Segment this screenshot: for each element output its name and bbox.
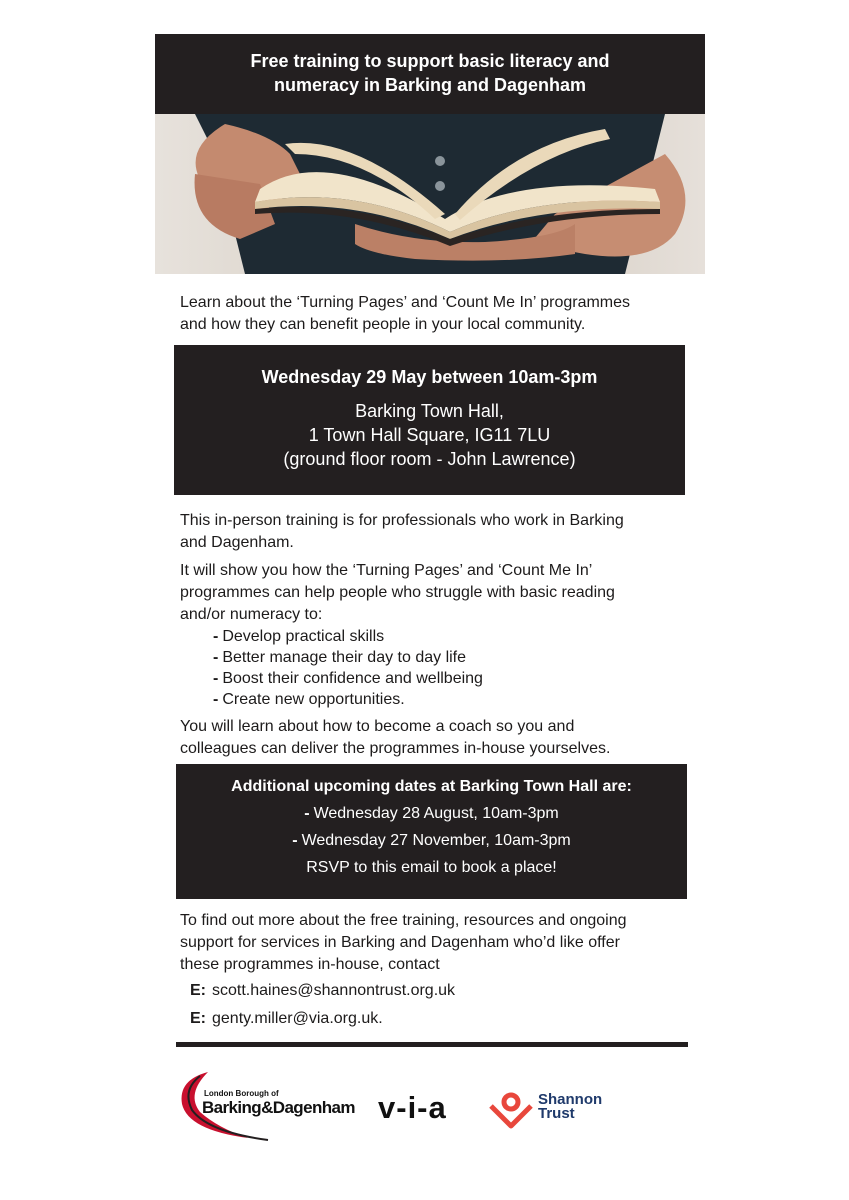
bullet-dash: - [213, 649, 219, 666]
bullet-dash: - [213, 691, 219, 708]
divider [176, 1042, 688, 1047]
event-date-box [174, 345, 685, 495]
additional-date-1 [176, 803, 687, 825]
title-line-2: numeracy in Barking and Dagenham [273, 75, 587, 95]
intro-line-2: and how they can benefit people in your local community. [180, 316, 586, 333]
venue-line-3: (ground floor room - John Lawrence) [283, 449, 576, 469]
more-info-line-1: To find out more about the free training, resources and ongoing [180, 912, 627, 929]
book-photo [155, 114, 705, 274]
additional-date-1-text: Wednesday 28 August, 10am-3pm [313, 805, 559, 822]
body-text [180, 510, 700, 766]
event-date: Wednesday 29 May between 10am-3pm [261, 367, 598, 387]
list-item-text: Develop practical skills [222, 628, 385, 645]
shannon-text-line-1: Shannon [538, 1091, 603, 1108]
list-item [213, 689, 700, 710]
coach-line-2: colleagues can deliver the programmes in-house yourselves. [180, 740, 611, 757]
more-info-line-3: these programmes in-house, contact [180, 956, 440, 973]
header-banner [155, 34, 705, 114]
bullet-dash: - [304, 805, 310, 822]
contact-email-link[interactable]: scott.haines@shannontrust.org.uk [212, 982, 456, 999]
list-item-text: Better manage their day to day life [222, 649, 467, 666]
shannon-trust-text [538, 1093, 602, 1121]
audience-line-1: This in-person training is for professionals who work in Barking [180, 512, 624, 529]
shannon-text-line-2: Trust [538, 1105, 575, 1122]
venue-line-2: 1 Town Hall Square, IG11 7LU [308, 425, 551, 445]
programme-line-2: programmes can help people who struggle with basic reading [180, 584, 615, 601]
more-info-line-2: support for services in Barking and Dagenham who’d like offer [180, 934, 620, 951]
audience-paragraph [180, 510, 700, 554]
list-item-text: Create new opportunities. [222, 691, 405, 708]
rsvp-text: RSVP to this email to book a place! [306, 859, 557, 876]
bullet-dash: - [213, 628, 219, 645]
programme-line-3: and/or numeracy to: [180, 606, 323, 623]
programme-line-1: It will show you how the ‘Turning Pages’ and ‘Count Me In’ [180, 562, 593, 579]
more-info-text [180, 910, 700, 976]
additional-dates-box [176, 764, 687, 899]
barking-dagenham-logo [178, 1070, 368, 1142]
contact-label: E: [190, 982, 206, 999]
shannon-trust-icon [487, 1090, 535, 1130]
bullet-dash: - [292, 832, 298, 849]
list-item [213, 647, 700, 668]
additional-date-2 [176, 830, 687, 852]
coach-line-1: You will learn about how to become a coach so you and [180, 718, 575, 735]
lbd-small-text: London Borough of [204, 1089, 279, 1098]
list-item-text: Boost their confidence and wellbeing [222, 670, 483, 687]
via-logo: v-i-a [378, 1090, 447, 1125]
contact-label: E: [190, 1010, 206, 1027]
intro-line-1: Learn about the ‘Turning Pages’ and ‘Count Me In’ programmes [180, 294, 631, 311]
list-item [213, 626, 700, 647]
audience-line-2: and Dagenham. [180, 534, 294, 551]
contact-email-link[interactable]: genty.miller@via.org.uk. [212, 1010, 383, 1027]
intro-text [180, 292, 700, 336]
benefits-list [213, 626, 700, 710]
bullet-dash: - [213, 670, 219, 687]
coach-paragraph [180, 716, 700, 760]
book-photo-illustration [155, 114, 705, 274]
contact-row [190, 1008, 383, 1030]
lbd-big-text: Barking&Dagenham [202, 1098, 355, 1117]
additional-dates-heading: Additional upcoming dates at Barking Town Hall are: [231, 778, 632, 795]
list-item [213, 668, 700, 689]
additional-date-2-text: Wednesday 27 November, 10am-3pm [301, 832, 571, 849]
contact-row [190, 980, 455, 1002]
venue-line-1: Barking Town Hall, [355, 401, 504, 421]
title-line-1: Free training to support basic literacy and [250, 51, 610, 71]
programme-paragraph [180, 560, 700, 626]
